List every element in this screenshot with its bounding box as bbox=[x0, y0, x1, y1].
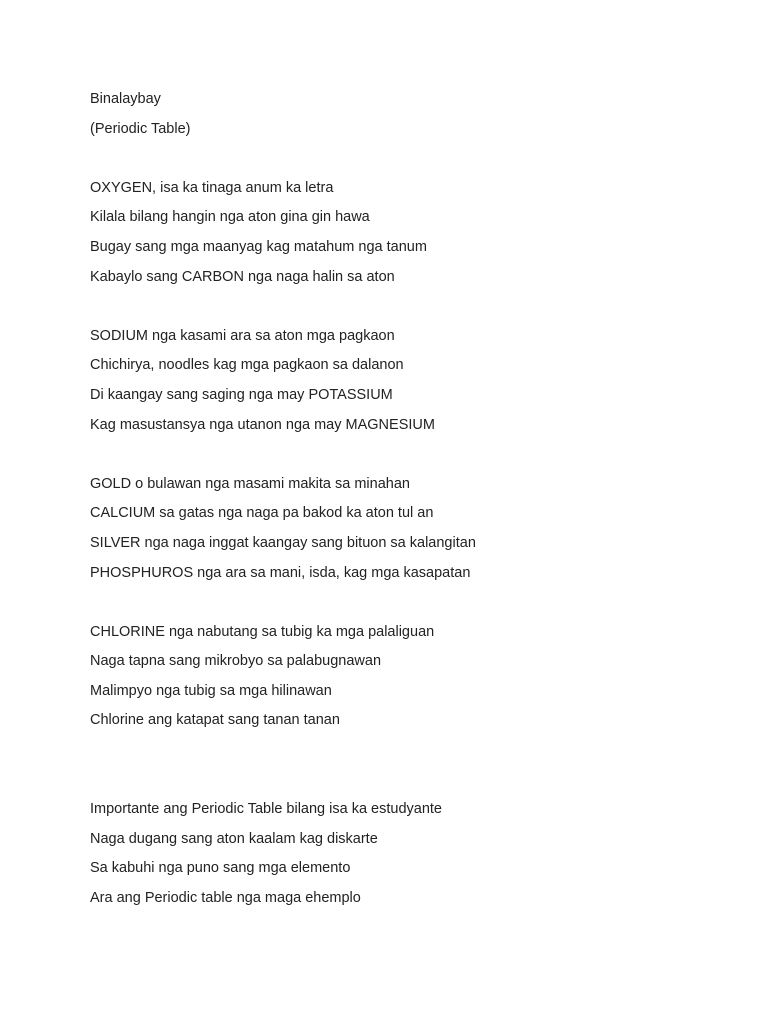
poem-line: Importante ang Periodic Table bilang isa ka estudyante bbox=[90, 801, 442, 818]
poem-line: Kilala bilang hangin nga aton gina gin hawa bbox=[90, 209, 370, 226]
poem-line: CALCIUM sa gatas nga naga pa bakod ka aton tul an bbox=[90, 505, 434, 522]
poem-line: Ara ang Periodic table nga maga ehemplo bbox=[90, 890, 361, 907]
poem-document bbox=[90, 85, 730, 943]
poem-title: Binalaybay bbox=[90, 91, 161, 107]
stanza-5 bbox=[90, 795, 730, 913]
poem-heading bbox=[90, 85, 730, 144]
poem-line: CHLORINE nga nabutang sa tubig ka mga palaliguan bbox=[90, 623, 435, 640]
stanza-1 bbox=[90, 174, 730, 292]
poem-line: Kabaylo sang CARBON nga naga halin sa aton bbox=[90, 268, 395, 285]
poem-line: Sa kabuhi nga puno sang mga elemento bbox=[90, 860, 351, 877]
poem-line: OXYGEN, isa ka tinaga anum ka letra bbox=[90, 179, 334, 196]
stanza-4 bbox=[90, 618, 730, 736]
poem-line: GOLD o bulawan nga masami makita sa minahan bbox=[90, 475, 410, 492]
poem-line: Naga tapna sang mikrobyo sa palabugnawan bbox=[90, 653, 382, 670]
poem-line: Naga dugang sang aton kaalam kag diskarte bbox=[90, 830, 378, 847]
poem-subtitle: (Periodic Table) bbox=[90, 120, 191, 137]
poem-line: SILVER nga naga inggat kaangay sang bituon sa kalangitan bbox=[90, 534, 476, 551]
poem-line: Chichirya, noodles kag mga pagkaon sa dalanon bbox=[90, 357, 404, 374]
poem-line: Di kaangay sang saging nga may POTASSIUM bbox=[90, 386, 393, 403]
poem-line: Bugay sang mga maanyag kag matahum nga tanum bbox=[90, 238, 427, 255]
poem-line: Malimpyo nga tubig sa mga hilinawan bbox=[90, 682, 332, 699]
poem-line: SODIUM nga kasami ara sa aton mga pagkaon bbox=[90, 327, 395, 344]
poem-line: Chlorine ang katapat sang tanan tanan bbox=[90, 712, 340, 729]
poem-line: PHOSPHUROS nga ara sa mani, isda, kag mga kasapatan bbox=[90, 564, 471, 581]
stanza-3 bbox=[90, 470, 730, 588]
stanza-2 bbox=[90, 322, 730, 440]
poem-line: Kag masustansya nga utanon nga may MAGNESIUM bbox=[90, 416, 435, 433]
